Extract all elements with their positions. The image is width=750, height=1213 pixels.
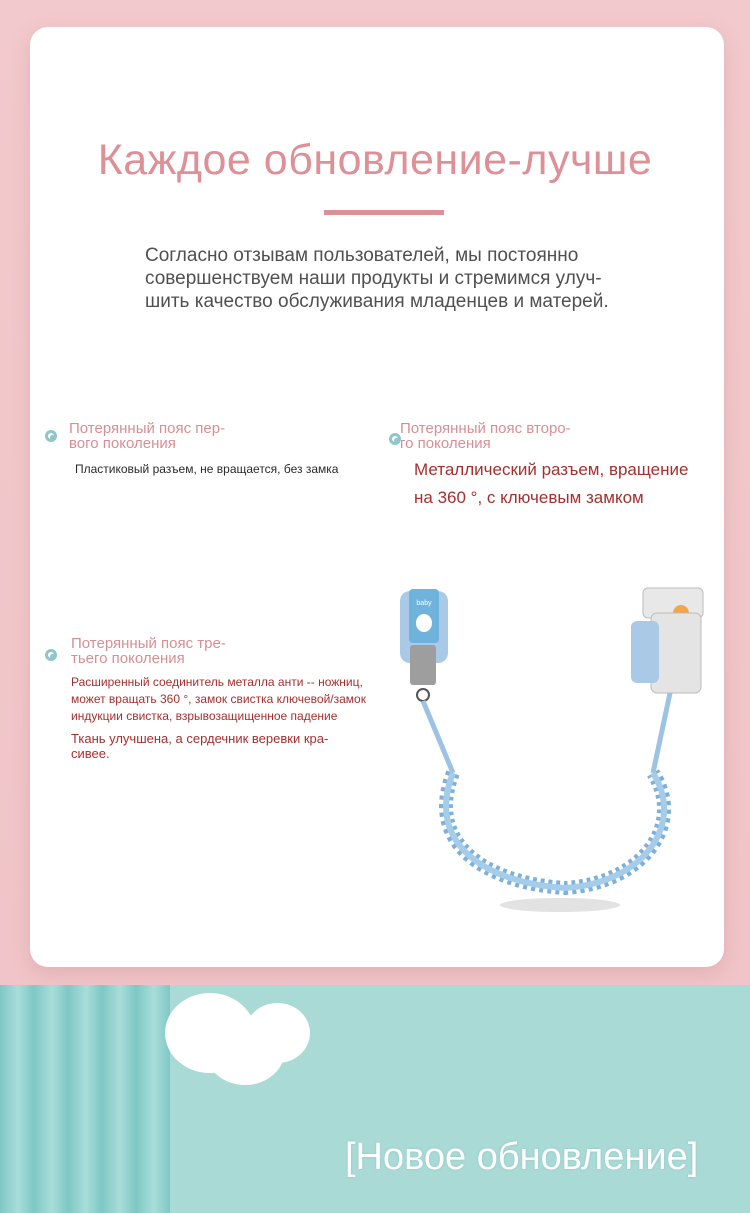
gen3-desc-line: может вращать 360 °, замок свистка ключевой/замок	[71, 692, 366, 706]
gen3-desc-line: Расширенный соединитель металла анти -- ножниц,	[71, 675, 363, 689]
gen3-extra-line: Ткань улучшена, а сердечник веревки кра-	[71, 731, 329, 746]
cord-top-right	[653, 693, 670, 773]
intro-line: шить качество обслуживания младенцев и матерей.	[145, 291, 609, 312]
gen3-desc-line: индукции свистка, взрывозащищенное падение	[71, 709, 338, 723]
cloud-graphic	[245, 1003, 310, 1063]
brand-label: baby	[416, 600, 432, 607]
safety-harness-image	[395, 583, 715, 923]
bullet-icon	[45, 649, 57, 661]
gen2-desc-line: Металлический разъем, вращение	[414, 460, 689, 479]
gen1-title	[69, 421, 225, 451]
intro-line: Согласно отзывам пользователей, мы постоянно	[145, 245, 579, 266]
gen3-title-line: тьего поколения	[71, 650, 185, 667]
gen2-title-line: го поколения	[400, 435, 491, 452]
gen1-description: Пластиковый разъем, не вращается, без замка	[75, 462, 339, 476]
metal-clip	[410, 645, 436, 685]
gen3-extra	[71, 731, 328, 761]
gen3-title-line: Потерянный пояс тре-	[71, 635, 226, 652]
title-divider	[324, 210, 444, 215]
gen2-description	[414, 456, 688, 512]
shadow	[500, 898, 620, 912]
gen3-extra-line: сивее.	[71, 746, 110, 761]
bunny-icon	[416, 614, 432, 632]
cord-top-left	[423, 701, 453, 773]
buckle-strap	[631, 621, 659, 683]
intro-text	[145, 244, 645, 313]
footer-banner	[0, 985, 750, 1213]
page-title: Каждое обновление-лучше	[97, 136, 653, 184]
gen3-title	[71, 636, 226, 666]
gen1-title-line: вого поколения	[69, 435, 176, 452]
gen2-desc-line: на 360 °, с ключевым замком	[414, 488, 644, 507]
curtain-graphic	[0, 985, 170, 1213]
coiled-cord	[446, 773, 664, 888]
swivel-ring	[417, 689, 429, 701]
footer-title: [Новое обновление]	[345, 1136, 699, 1178]
gen2-title	[400, 421, 571, 451]
gen1-title-line: Потерянный пояс пер-	[69, 420, 226, 437]
gen3-description	[71, 674, 366, 725]
gen2-title-line: Потерянный пояс второ-	[400, 420, 571, 437]
bullet-icon	[45, 430, 57, 442]
intro-line: совершенствуем наши продукты и стремимся улуч-	[145, 268, 602, 289]
